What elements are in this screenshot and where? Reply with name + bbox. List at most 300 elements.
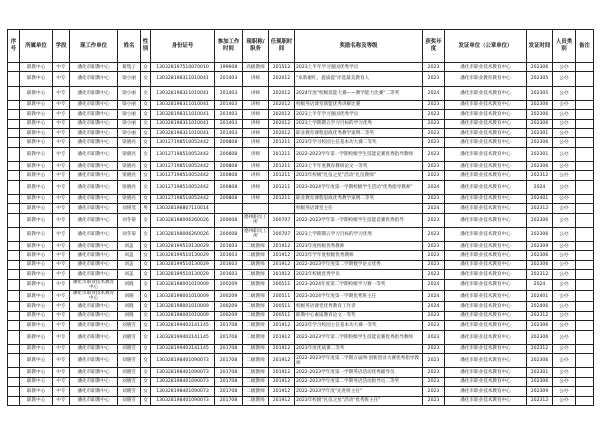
table-cell: 201912 bbox=[269, 242, 295, 251]
table-cell bbox=[576, 302, 594, 311]
table-cell bbox=[576, 110, 594, 119]
table-cell: 潘化市职业技术教育中心 bbox=[445, 86, 527, 100]
table-row bbox=[8, 302, 594, 311]
award-spreadsheet bbox=[7, 29, 594, 406]
table-cell: 200008 bbox=[215, 227, 243, 241]
table-cell: 职教中心 bbox=[20, 242, 53, 251]
table-cell bbox=[576, 354, 594, 368]
table-cell bbox=[8, 147, 20, 161]
table-cell bbox=[8, 251, 20, 260]
table-cell: 刘冬菊 bbox=[118, 213, 141, 227]
table-cell bbox=[8, 302, 20, 311]
table-cell: 201912 bbox=[269, 251, 295, 260]
table-cell: 中专 bbox=[53, 86, 70, 100]
table-cell: 中专 bbox=[53, 100, 70, 109]
table-cell bbox=[243, 204, 269, 213]
table-row bbox=[8, 180, 594, 194]
table-cell: 200511 bbox=[269, 311, 295, 320]
header-row bbox=[8, 30, 594, 63]
table-cell: 职教中心 bbox=[20, 194, 53, 203]
table-cell: 女 bbox=[141, 147, 151, 161]
table-cell: 130328199510130029 bbox=[151, 251, 215, 260]
table-cell: 201708 bbox=[215, 377, 243, 386]
table-cell: 130328198401090073 bbox=[151, 396, 215, 405]
table-cell: 潘化市职教中心 bbox=[70, 147, 118, 161]
table-cell: 公办 bbox=[553, 251, 576, 260]
table-cell bbox=[576, 204, 594, 213]
table-cell: 202312 bbox=[527, 396, 553, 405]
table-cell bbox=[8, 279, 20, 290]
table-cell: 二级教师 bbox=[243, 291, 269, 302]
table-cell bbox=[576, 227, 594, 241]
table-cell: 201403 bbox=[215, 100, 243, 109]
table-cell: 公办 bbox=[553, 279, 576, 290]
table-cell: 201403 bbox=[215, 72, 243, 86]
table-cell: 201912 bbox=[269, 330, 295, 344]
table-cell: 梁晓亮 bbox=[118, 161, 141, 170]
table-cell: 2023 bbox=[423, 330, 445, 344]
table-cell: 女 bbox=[141, 227, 151, 241]
table-cell: 201211 bbox=[269, 161, 295, 170]
table-cell bbox=[576, 72, 594, 86]
table-cell: 201512 bbox=[269, 63, 295, 72]
table-row bbox=[8, 270, 594, 279]
table-cell: 二级教师 bbox=[243, 302, 269, 311]
table-cell: 201912 bbox=[269, 368, 295, 377]
table-cell bbox=[8, 161, 20, 170]
table-cell: 130328198401090073 bbox=[151, 354, 215, 368]
table-row bbox=[8, 161, 594, 170]
table-cell: 202306 bbox=[527, 330, 553, 344]
table-cell: 中专 bbox=[53, 270, 70, 279]
table-cell: 200808 bbox=[215, 147, 243, 161]
table-cell: 潘化市职业技术教育中心 bbox=[445, 227, 527, 241]
table-cell: 潘化市职教中心 bbox=[70, 344, 118, 353]
table-cell: 刘晓雪 bbox=[118, 321, 141, 330]
table-cell: 201708 bbox=[215, 387, 243, 396]
table-cell: 2023 bbox=[423, 321, 445, 330]
table-cell: 公办 bbox=[553, 204, 576, 213]
table-cell: 公办 bbox=[553, 330, 576, 344]
table-cell: 2023 bbox=[423, 213, 445, 227]
table-cell: 130127198510052442 bbox=[151, 180, 215, 194]
table-cell: 二级教师 bbox=[243, 354, 269, 368]
table-cell: 潘化市职教中心 bbox=[70, 171, 118, 180]
table-cell: 2023年度校级优秀教师 bbox=[295, 242, 423, 251]
table-cell bbox=[8, 100, 20, 109]
table-cell: 刘晓雪 bbox=[118, 354, 141, 368]
table-cell: 130328199402141145 bbox=[151, 321, 215, 330]
table-cell: 130127198510052442 bbox=[151, 138, 215, 147]
table-cell: 中专 bbox=[53, 330, 70, 344]
table-cell: 潘化市职教中心 bbox=[70, 128, 118, 137]
table-cell bbox=[8, 368, 20, 377]
table-cell: 中专 bbox=[53, 321, 70, 330]
table-cell: 2023 bbox=[423, 354, 445, 368]
table-cell: 公办 bbox=[553, 387, 576, 396]
table-cell: 讲师 bbox=[243, 147, 269, 161]
table-cell: 讲师 bbox=[243, 119, 269, 128]
table-cell: 201403 bbox=[215, 110, 243, 119]
table-cell: 潘化市职业技术教育中心 bbox=[445, 302, 527, 311]
table-cell: 潘化市职业技术教育中心 bbox=[445, 291, 527, 302]
table-cell: 中专 bbox=[53, 302, 70, 311]
table-cell: 中专 bbox=[53, 396, 70, 405]
table-cell: 潘化市职教中心 bbox=[70, 100, 118, 109]
table-row bbox=[8, 100, 594, 109]
table-cell: 职业教育课程思政优秀教学案例二等奖 bbox=[295, 128, 423, 137]
table-row bbox=[8, 311, 594, 320]
table-cell: 2023 bbox=[423, 161, 445, 170]
table-cell: 201211 bbox=[269, 138, 295, 147]
table-cell: 中专 bbox=[53, 63, 70, 72]
table-cell: 职教中心 bbox=[20, 251, 53, 260]
table-cell: 2023 bbox=[423, 138, 445, 147]
table-cell: 2023 bbox=[423, 387, 445, 396]
table-cell: 201603 bbox=[215, 251, 243, 260]
table-cell: 202309 bbox=[527, 387, 553, 396]
table-cell: 潘化市职教中心 bbox=[70, 86, 118, 100]
table-row bbox=[8, 138, 594, 147]
table-cell: 200808 bbox=[215, 194, 243, 203]
table-cell: 梁晓亮 bbox=[118, 180, 141, 194]
table-cell bbox=[576, 128, 594, 137]
table-cell bbox=[576, 180, 594, 194]
awards-table bbox=[7, 29, 594, 406]
table-cell: 潘化市职业技术教育中心 bbox=[445, 204, 527, 213]
header-cell: 发证时间 bbox=[527, 30, 553, 63]
table-cell: 职教中心 bbox=[20, 270, 53, 279]
table-cell: 职教中心 bbox=[20, 260, 53, 269]
table-cell: 潘化市职教中心 bbox=[70, 260, 118, 269]
table-cell: 2022-2023学年第一学期校级学生技能竞赛优秀指导教师 bbox=[295, 147, 423, 161]
table-cell: 男 bbox=[141, 204, 151, 213]
table-cell: 潘化市职业技术教育中心 bbox=[70, 279, 118, 290]
table-cell bbox=[8, 354, 20, 368]
table-cell: 130328198311010041 bbox=[151, 72, 215, 86]
table-cell bbox=[8, 270, 20, 279]
table-cell: 潘化市职教中心 bbox=[70, 242, 118, 251]
table-cell: 女 bbox=[141, 86, 151, 100]
table-cell: 刘晓雪 bbox=[118, 387, 141, 396]
table-cell: 200707 bbox=[269, 227, 295, 241]
table-cell: 潘化市职教中心 bbox=[70, 354, 118, 368]
table-cell: 公办 bbox=[553, 180, 576, 194]
table-cell: 潘化市职业技术教育中心 bbox=[445, 194, 527, 203]
table-cell: 公办 bbox=[553, 344, 576, 353]
table-cell: 中专 bbox=[53, 147, 70, 161]
table-cell: 梁小丽 bbox=[118, 128, 141, 137]
table-cell: 葛集子 bbox=[118, 63, 141, 72]
table-cell: 201403 bbox=[215, 86, 243, 100]
header-cell: 现工作单位 bbox=[70, 30, 118, 63]
table-cell: 潘化市职业技术教育中心 bbox=[445, 279, 527, 290]
table-cell: 公办 bbox=[553, 321, 576, 330]
table-cell: 130328198001010009 bbox=[151, 311, 215, 320]
table-cell: 中专 bbox=[53, 138, 70, 147]
table-cell: 女 bbox=[141, 180, 151, 194]
table-cell bbox=[576, 119, 594, 128]
table-cell: 公办 bbox=[553, 213, 576, 227]
table-cell: 德州职员工所 bbox=[243, 227, 269, 241]
table-cell: 刘晓雪 bbox=[118, 377, 141, 386]
table-cell: 职教中心 bbox=[20, 138, 53, 147]
table-cell: 刘晓雪 bbox=[118, 396, 141, 405]
table-cell bbox=[576, 213, 594, 227]
table-cell: 女 bbox=[141, 63, 151, 72]
table-cell: 中专 bbox=[53, 194, 70, 203]
table-cell: 刘晓 bbox=[118, 302, 141, 311]
table-cell: 2023 bbox=[423, 110, 445, 119]
table-cell: 潘化市职业技术教育中心 bbox=[445, 354, 527, 368]
table-cell: 2023 bbox=[423, 368, 445, 377]
table-cell: 职教中心 bbox=[20, 279, 53, 290]
table-cell: 刘盖 bbox=[118, 270, 141, 279]
table-cell: 二级教师 bbox=[243, 330, 269, 344]
table-cell bbox=[576, 251, 594, 260]
table-cell: 潘化市职教中心 bbox=[70, 180, 118, 194]
table-cell: 201211 bbox=[269, 194, 295, 203]
table-cell: 2024 bbox=[423, 279, 445, 290]
table-cell: "卓新谢红，提质提"评选最美教育人 bbox=[295, 72, 423, 86]
table-cell: 刘晓雪 bbox=[118, 368, 141, 377]
table-cell: 2023 bbox=[423, 242, 445, 251]
table-cell: 2022-2023学年度第二学期数学论文优秀 bbox=[295, 260, 423, 269]
table-cell: 潘化市职业技术教育中心 bbox=[445, 161, 527, 170]
table-cell: 2022-2023学年度第二学期五届网·创新创业大赛优秀指导教师 bbox=[295, 354, 423, 368]
table-row bbox=[8, 147, 594, 161]
table-cell bbox=[8, 242, 20, 251]
table-cell: 潘化市职教中心 bbox=[70, 387, 118, 396]
table-row bbox=[8, 110, 594, 119]
table-cell: 130127198510052442 bbox=[151, 194, 215, 203]
table-cell: 女 bbox=[141, 279, 151, 290]
table-cell bbox=[576, 330, 594, 344]
table-cell: 潘化市职教中心 bbox=[70, 110, 118, 119]
table-cell: 职教中心 bbox=[20, 213, 53, 227]
table-cell: 刘冬菊 bbox=[118, 227, 141, 241]
table-cell: 201912 bbox=[269, 354, 295, 368]
table-cell: 2023 bbox=[423, 128, 445, 137]
table-cell bbox=[8, 291, 20, 302]
table-cell: 女 bbox=[141, 119, 151, 128]
table-cell: 女 bbox=[141, 291, 151, 302]
table-cell: 女 bbox=[141, 354, 151, 368]
table-cell: 刘晓 bbox=[118, 279, 141, 290]
table-cell: 2024 bbox=[423, 291, 445, 302]
table-cell: 公办 bbox=[553, 110, 576, 119]
table-cell bbox=[576, 138, 594, 147]
table-cell: 二级教师 bbox=[243, 311, 269, 320]
table-cell: 职教中心 bbox=[20, 72, 53, 86]
table-cell bbox=[8, 138, 20, 147]
table-cell: 201912 bbox=[269, 396, 295, 405]
table-cell: 潘化市职教中心 bbox=[70, 227, 118, 241]
table-cell: 潘化市职业技术教育中心 bbox=[445, 377, 527, 386]
table-cell bbox=[8, 194, 20, 203]
table-cell: 200209 bbox=[215, 311, 243, 320]
table-cell: 2023 bbox=[423, 227, 445, 241]
table-cell: 潘化市职业技术教育中心 bbox=[445, 100, 527, 109]
table-cell: 202306 bbox=[527, 251, 553, 260]
table-cell: 潘化市职教中心 bbox=[70, 270, 118, 279]
table-cell: 二级教师 bbox=[243, 279, 269, 290]
table-cell: 德州职员工所 bbox=[243, 213, 269, 227]
table-cell: 200209 bbox=[215, 291, 243, 302]
table-cell: 中专 bbox=[53, 311, 70, 320]
table-cell bbox=[8, 128, 20, 137]
table-cell: 202401 bbox=[527, 194, 553, 203]
table-cell: 潘化市职业技术教育中心 bbox=[445, 180, 527, 194]
table-row bbox=[8, 63, 594, 72]
table-cell: 公办 bbox=[553, 72, 576, 86]
table-cell: 女 bbox=[141, 138, 151, 147]
table-cell: 130328199402141145 bbox=[151, 344, 215, 353]
table-cell: 中专 bbox=[53, 251, 70, 260]
table-cell: 201708 bbox=[215, 396, 243, 405]
table-cell: 刘僖茂 bbox=[118, 204, 141, 213]
table-cell: 梁小丽 bbox=[118, 119, 141, 128]
table-cell: 校级英语课堂主任 bbox=[295, 204, 423, 213]
table-cell: 女 bbox=[141, 396, 151, 405]
table-cell: 202012 bbox=[269, 86, 295, 100]
table-cell: 2023上学期期五学习目标的学习优秀 bbox=[295, 227, 423, 241]
table-cell: 202312 bbox=[527, 344, 553, 353]
table-cell: 女 bbox=[141, 368, 151, 377]
table-cell: 女 bbox=[141, 302, 151, 311]
table-cell: 潘化市职业教育教育中心 bbox=[445, 72, 527, 86]
table-cell: 讲师 bbox=[243, 110, 269, 119]
header-cell: 性别 bbox=[141, 30, 151, 63]
table-cell: 职教中心 bbox=[20, 302, 53, 311]
table-cell: 2023 bbox=[423, 344, 445, 353]
table-cell: 女 bbox=[141, 251, 151, 260]
table-cell: 职教中心 bbox=[20, 330, 53, 344]
table-cell: 潘化市职业技术教育中心 bbox=[445, 138, 527, 147]
table-cell bbox=[576, 279, 594, 290]
table-cell bbox=[576, 291, 594, 302]
table-cell: 潘化市职业技术教育中心 bbox=[445, 321, 527, 330]
table-cell: 女 bbox=[141, 110, 151, 119]
table-cell: 202012 bbox=[269, 119, 295, 128]
table-row bbox=[8, 128, 594, 137]
table-row bbox=[8, 396, 594, 405]
table-cell: 公办 bbox=[553, 63, 576, 72]
table-cell: 中专 bbox=[53, 128, 70, 137]
table-cell: 潘化市职业技术教育中心 bbox=[445, 311, 527, 320]
table-row bbox=[8, 321, 594, 330]
table-cell: 201603 bbox=[215, 260, 243, 269]
table-cell: 130328198001010009 bbox=[151, 279, 215, 290]
table-cell: 202305 bbox=[527, 72, 553, 86]
table-cell: 潘化市职教中心 bbox=[70, 161, 118, 170]
table-cell: 130127198510052442 bbox=[151, 171, 215, 180]
table-cell: 职教中心 bbox=[20, 387, 53, 396]
table-cell: 2023年度优质课二等奖 bbox=[295, 344, 423, 353]
table-cell bbox=[8, 321, 20, 330]
table-cell: 201708 bbox=[215, 344, 243, 353]
table-cell: 潘化市职业技术教育中心 bbox=[445, 147, 527, 161]
table-cell: 130328198001010009 bbox=[151, 291, 215, 302]
table-cell: 刘晓雪 bbox=[118, 330, 141, 344]
table-cell: 潘化市职教中心 bbox=[70, 119, 118, 128]
table-cell: 职教中心素质教育论文一等奖 bbox=[295, 311, 423, 320]
table-cell: 2023 bbox=[423, 194, 445, 203]
table-cell: 潘化市职教中心 bbox=[70, 251, 118, 260]
table-cell: 2023年学年度校级优秀教师 bbox=[295, 251, 423, 260]
table-cell bbox=[8, 330, 20, 344]
table-cell: 2023年校级"礼仪之星"活动"礼仪教师" bbox=[295, 171, 423, 180]
table-cell: 潘化市职业技术教育中心 bbox=[445, 242, 527, 251]
table-cell: 202312 bbox=[527, 270, 553, 279]
table-row bbox=[8, 291, 594, 302]
table-cell: 130328199510130029 bbox=[151, 242, 215, 251]
header-cell: 现职称/职务 bbox=[243, 30, 269, 63]
table-cell: 梁小丽 bbox=[118, 110, 141, 119]
table-cell: 130328198807110014 bbox=[151, 204, 215, 213]
table-row bbox=[8, 354, 594, 368]
table-cell: 职教中心 bbox=[20, 100, 53, 109]
table-cell: 职教中心 bbox=[20, 377, 53, 386]
header-cell: 获奖年度 bbox=[423, 30, 445, 63]
table-cell: 潘化市职业技术教育中心 bbox=[70, 291, 118, 302]
table-cell: 刘盖 bbox=[118, 260, 141, 269]
table-cell: 201603 bbox=[215, 270, 243, 279]
table-cell: 公办 bbox=[553, 354, 576, 368]
table-cell: 职教中心 bbox=[20, 147, 53, 161]
table-cell bbox=[8, 171, 20, 180]
table-cell: 2024 bbox=[423, 302, 445, 311]
table-cell: 职教中心 bbox=[20, 291, 53, 302]
table-cell: 2023上半年学习强国优秀学员 bbox=[295, 110, 423, 119]
table-cell: 校级英语课堂联盟优秀讲解比赛 bbox=[295, 100, 423, 109]
table-cell: 女 bbox=[141, 344, 151, 353]
table-cell: 职教中心 bbox=[20, 311, 53, 320]
header-cell: 学段 bbox=[53, 30, 70, 63]
table-cell: 公办 bbox=[553, 119, 576, 128]
table-cell: 中专 bbox=[53, 242, 70, 251]
table-cell: 200209 bbox=[215, 279, 243, 290]
table-cell: 公办 bbox=[553, 396, 576, 405]
table-cell: 二级教师 bbox=[243, 377, 269, 386]
table-cell: 职教中心 bbox=[20, 321, 53, 330]
table-cell: 202012 bbox=[269, 72, 295, 86]
table-cell: 梁晓亮 bbox=[118, 147, 141, 161]
table-cell: 梁小丽 bbox=[118, 100, 141, 109]
table-cell: 130328198401090073 bbox=[151, 387, 215, 396]
table-row bbox=[8, 279, 594, 290]
table-cell bbox=[576, 270, 594, 279]
table-row bbox=[8, 251, 594, 260]
table-cell: 讲师 bbox=[243, 138, 269, 147]
table-cell: 2023年校级"礼仪之星"活动"优秀班主任" bbox=[295, 396, 423, 405]
table-cell: 二级教师 bbox=[243, 260, 269, 269]
table-cell bbox=[8, 377, 20, 386]
table-cell: 潘化市职教中心 bbox=[70, 204, 118, 213]
table-cell: 2023 bbox=[423, 100, 445, 109]
table-cell: 2023 bbox=[423, 171, 445, 180]
table-cell: 讲师 bbox=[243, 161, 269, 170]
header-cell: 奖励名称及等级 bbox=[295, 30, 423, 63]
table-cell: 中专 bbox=[53, 171, 70, 180]
table-cell: 2023 bbox=[423, 119, 445, 128]
table-cell: 2023 bbox=[423, 147, 445, 161]
table-cell: 女 bbox=[141, 213, 151, 227]
table-cell: 2023年学习校园主任基本功大赛一等奖 bbox=[295, 321, 423, 330]
header-cell: 人员类别 bbox=[553, 30, 576, 63]
table-cell: 讲师 bbox=[243, 100, 269, 109]
table-cell: 200511 bbox=[269, 302, 295, 311]
